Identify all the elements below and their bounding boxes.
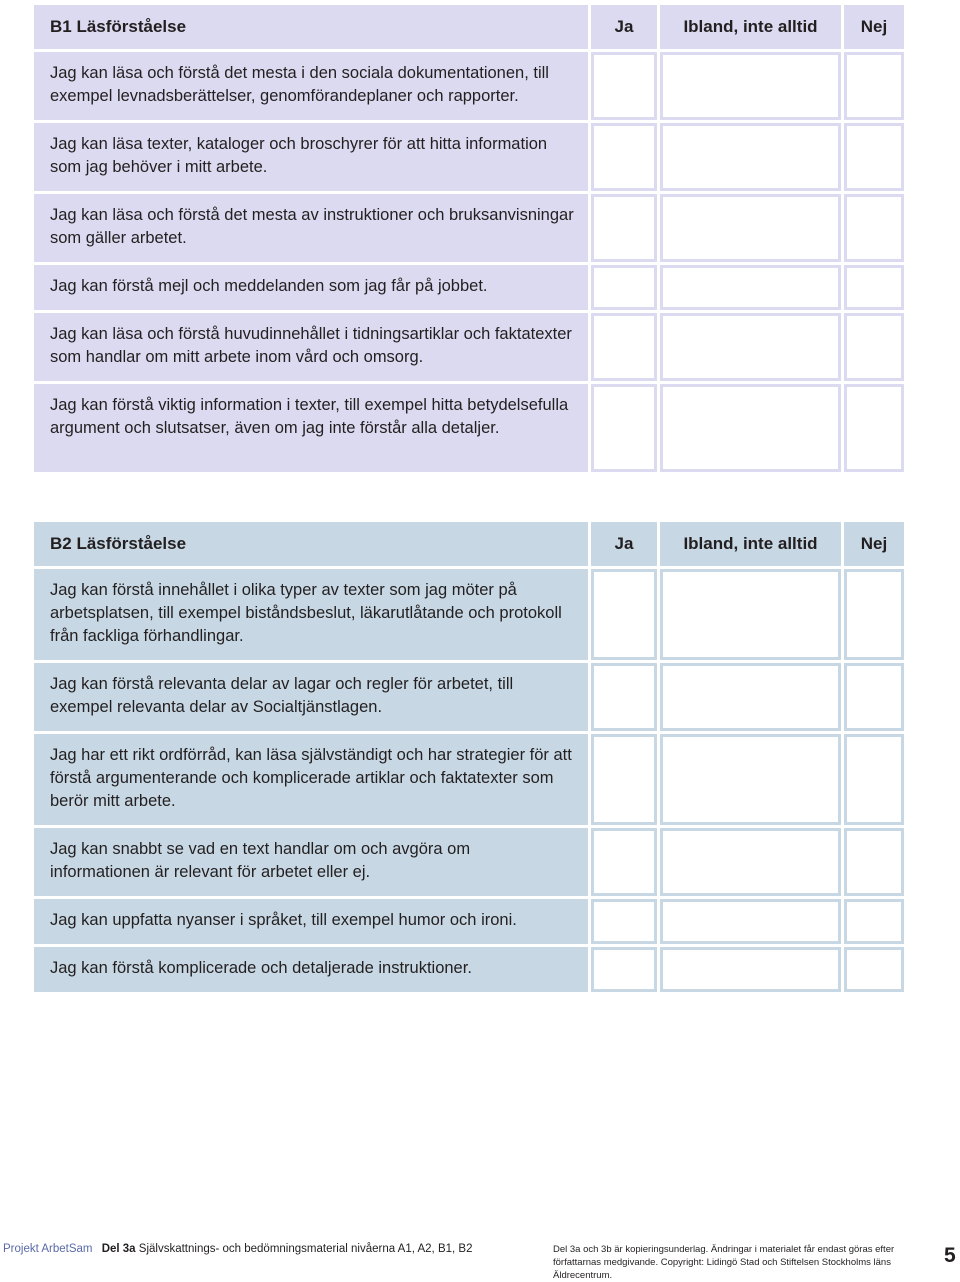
table-row: [34, 734, 904, 825]
table-row: [34, 947, 904, 992]
statement-text: Jag kan förstå viktig information i texter, till exempel hitta betydelsefulla argument och slutsatser, även om jag inte förstår alla detaljer.: [34, 384, 588, 472]
checkbox-ibland[interactable]: [660, 663, 841, 731]
statement-text: Jag kan läsa och förstå huvudinnehållet i tidningsartiklar och faktatexter som handlar om mitt arbete inom vård och omsorg.: [34, 313, 588, 381]
checkbox-nej[interactable]: [844, 569, 904, 660]
section-title: B2 Läsförståelse: [34, 522, 588, 566]
checkbox-nej[interactable]: [844, 384, 904, 472]
column-header-nej: Nej: [844, 5, 904, 49]
table-row: [34, 194, 904, 262]
checkbox-ja[interactable]: [591, 384, 657, 472]
table-row: [34, 52, 904, 120]
table-row: [34, 384, 904, 472]
footer-copyright-notice: Del 3a och 3b är kopieringsunderlag. Ändringar i materialet får endast göras efter författarnas medgivande. Copyright: Lidingö Stad och Stiftelsen Stockholms läns Äldrecentrum.: [553, 1244, 895, 1281]
footer-part: Del 3a: [101, 1243, 136, 1255]
checkbox-ja[interactable]: [591, 828, 657, 896]
column-header-ibland: Ibland, inte alltid: [660, 5, 841, 49]
checkbox-nej[interactable]: [844, 899, 904, 944]
table-row: [34, 123, 904, 191]
checkbox-nej[interactable]: [844, 828, 904, 896]
checkbox-nej[interactable]: [844, 313, 904, 381]
checkbox-ja[interactable]: [591, 899, 657, 944]
column-header-ja: Ja: [591, 522, 657, 566]
checkbox-nej[interactable]: [844, 947, 904, 992]
statement-text: Jag kan snabbt se vad en text handlar om och avgöra om informationen är relevant för arbetet eller ej.: [34, 828, 588, 896]
section-title: B1 Läsförståelse: [34, 5, 588, 49]
column-header-ibland: Ibland, inte alltid: [660, 522, 841, 566]
checkbox-ja[interactable]: [591, 52, 657, 120]
table-row: [34, 313, 904, 381]
footer-left: [3, 1243, 472, 1255]
table-row: [34, 663, 904, 731]
table-header-row: [34, 522, 904, 566]
checkbox-ibland[interactable]: [660, 899, 841, 944]
statement-text: Jag kan förstå komplicerade och detaljerade instruktioner.: [34, 947, 588, 992]
checkbox-nej[interactable]: [844, 194, 904, 262]
checkbox-ibland[interactable]: [660, 384, 841, 472]
checkbox-ibland[interactable]: [660, 52, 841, 120]
table-row: [34, 828, 904, 896]
statement-text: Jag kan förstå innehållet i olika typer av texter som jag möter på arbetsplatsen, till exempel biståndsbeslut, läkarutlåtande och protokoll från fackliga förhandlingar.: [34, 569, 588, 660]
checkbox-ibland[interactable]: [660, 947, 841, 992]
table-row: [34, 899, 904, 944]
checkbox-nej[interactable]: [844, 52, 904, 120]
statement-text: Jag kan läsa texter, kataloger och broschyrer för att hitta information som jag behöver i mitt arbete.: [34, 123, 588, 191]
checkbox-ja[interactable]: [591, 663, 657, 731]
statement-text: Jag kan uppfatta nyanser i språket, till exempel humor och ironi.: [34, 899, 588, 944]
checkbox-ja[interactable]: [591, 569, 657, 660]
statement-text: Jag kan förstå relevanta delar av lagar och regler för arbetet, till exempel relevanta delar av Socialtjänstlagen.: [34, 663, 588, 731]
b2-assessment-table: [31, 519, 907, 995]
checkbox-nej[interactable]: [844, 663, 904, 731]
statement-text: Jag kan förstå mejl och meddelanden som jag får på jobbet.: [34, 265, 588, 310]
checkbox-ja[interactable]: [591, 947, 657, 992]
statement-text: Jag kan läsa och förstå det mesta av instruktioner och bruksanvisningar som gäller arbetet.: [34, 194, 588, 262]
checkbox-ibland[interactable]: [660, 313, 841, 381]
checkbox-nej[interactable]: [844, 734, 904, 825]
checkbox-ja[interactable]: [591, 123, 657, 191]
footer-description: Självskattnings- och bedömningsmaterial nivåerna A1, A2, B1, B2: [138, 1243, 473, 1255]
column-header-nej: Nej: [844, 522, 904, 566]
checkbox-ibland[interactable]: [660, 828, 841, 896]
checkbox-ibland[interactable]: [660, 569, 841, 660]
checkbox-ibland[interactable]: [660, 123, 841, 191]
statement-text: Jag har ett rikt ordförråd, kan läsa självständigt och har strategier för att förstå argumenterande och komplicerade artiklar och faktatexter som berör mitt arbete.: [34, 734, 588, 825]
checkbox-ja[interactable]: [591, 313, 657, 381]
page-number: 5: [944, 1244, 956, 1267]
statement-text: Jag kan läsa och förstå det mesta i den sociala dokumentationen, till exempel levnadsberättelser, genomförandeplaner och rapporter.: [34, 52, 588, 120]
checkbox-ja[interactable]: [591, 194, 657, 262]
page-footer: [0, 1236, 960, 1281]
column-header-ja: Ja: [591, 5, 657, 49]
table-row: [34, 569, 904, 660]
table-header-row: [34, 5, 904, 49]
checkbox-nej[interactable]: [844, 265, 904, 310]
checkbox-ja[interactable]: [591, 265, 657, 310]
checkbox-ja[interactable]: [591, 734, 657, 825]
footer-brand: Projekt ArbetSam: [3, 1243, 93, 1255]
checkbox-ibland[interactable]: [660, 194, 841, 262]
b1-assessment-table: [31, 2, 907, 475]
checkbox-ibland[interactable]: [660, 265, 841, 310]
table-row: [34, 265, 904, 310]
checkbox-ibland[interactable]: [660, 734, 841, 825]
checkbox-nej[interactable]: [844, 123, 904, 191]
